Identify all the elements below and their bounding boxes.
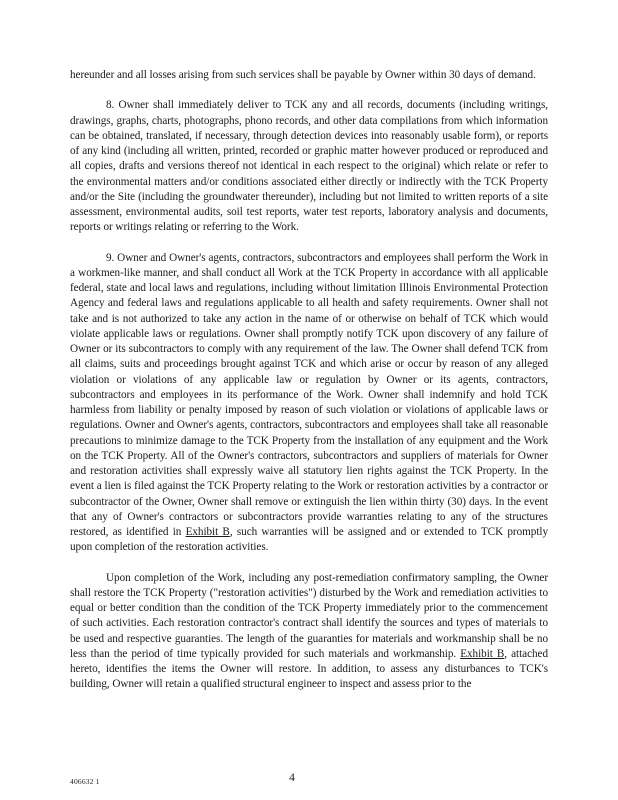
footer-document-id: 406632 1 bbox=[70, 777, 100, 786]
paragraph-9 bbox=[70, 251, 548, 556]
exhibit-b-reference: Exhibit B bbox=[185, 526, 230, 538]
paragraph-continuation: hereunder and all losses arising from such services shall be payable by Owner within 30 days of demand. bbox=[70, 69, 536, 81]
paragraph-9-text-a: 9. Owner and Owner's agents, contractors, subcontractors and employees shall perform the Work in a workmen-like manner, and shall conduct all Work at the TCK Property in accordance with all applicable federal, state and local laws and regulations, including without limitation Illinois Environmental Protection Agency and federal laws and regulations applicable to all health and safety requirements. Owner shall not take and is not authorized to take any action in the name of or otherwise on behalf of TCK which would violate applicable laws or regulations. Owner shall promptly notify TCK upon discovery of any failure of Owner or its subcontractors to comply with any requirement of the law. The Owner shall defend TCK from all claims, suits and proceedings brought against TCK and which arise or occur by reason of any alleged violation or violations of any applicable law or regulation by Owner or its agents, contractors, subcontractors and employees in its performance of the Work. Owner shall indemnify and hold TCK harmless from liability or penalty imposed by reason of such violation or violations of applicable laws or regulations. Owner and Owner's agents, contractors, subcontractors and employees shall take all reasonable precautions to minimize damage to the TCK Property from the installation of any equipment and the Work on the TCK Property. All of the Owner's contractors, subcontractors and suppliers of materials for Owner and restoration activities shall expressly waive all statutory lien rights against the TCK Property. In the event a lien is filed against the TCK Property relating to the Work or restoration activities by a contractor or subcontractor of the Owner, Owner shall remove or extinguish the lien within thirty (30) days. In the event that any of Owner's contractors or subcontractors provide warranties relating to any of the structures restored, as identified in bbox=[70, 251, 548, 538]
paragraph-8: 8. Owner shall immediately deliver to TCK any and all records, documents (including writings, drawings, graphs, charts, photographs, phono records, and other data compilations from which information can be obtained, translated, if necessary, through detection devices into reasonably usable form), or reports of any kind (including all written, printed, recorded or graphic matter however produced or reproduced and all copies, drafts and versions thereof not identical in each respect to the original) which relate or refer to the environmental matters and/or conditions associated either directly or indirectly with the TCK Property and/or the Site (including the groundwater thereunder), including but not limited to written reports of a site assessment, environmental audits, soil test reports, water test reports, laboratory analysis and documents, reports or writings relating or referring to the Work. bbox=[70, 99, 548, 234]
paragraph-restoration bbox=[70, 571, 548, 693]
paragraph-restoration-text-a: Upon completion of the Work, including any post-remediation confirmatory sampling, the Owner shall restore the TCK Property ("restoration activities") disturbed by the Work and remediation activities to equal or better condition than the condition of the TCK Property immediately prior to the commencement of such activities. Each restoration contractor's contract shall identify the sources and types of materials to be used and respective guaranties. The length of the guaranties for materials and workmanship shall be no less than the period of time typically provided for such materials and workmanship. bbox=[70, 571, 548, 660]
paragraph-9-text-b: , such warranties will be assigned and or extended to TCK promptly upon completion of the restoration activities. bbox=[70, 526, 548, 554]
paragraph-restoration-text-b: , attached hereto, identifies the items the Owner will restore. In addition, to assess any disturbances to TCK's building, Owner will retain a qualified structural engineer to inspect and assess prior to the bbox=[70, 647, 548, 691]
page-number: 4 bbox=[289, 772, 295, 784]
document-body bbox=[70, 68, 548, 693]
exhibit-b-reference-2: Exhibit B bbox=[460, 647, 505, 660]
